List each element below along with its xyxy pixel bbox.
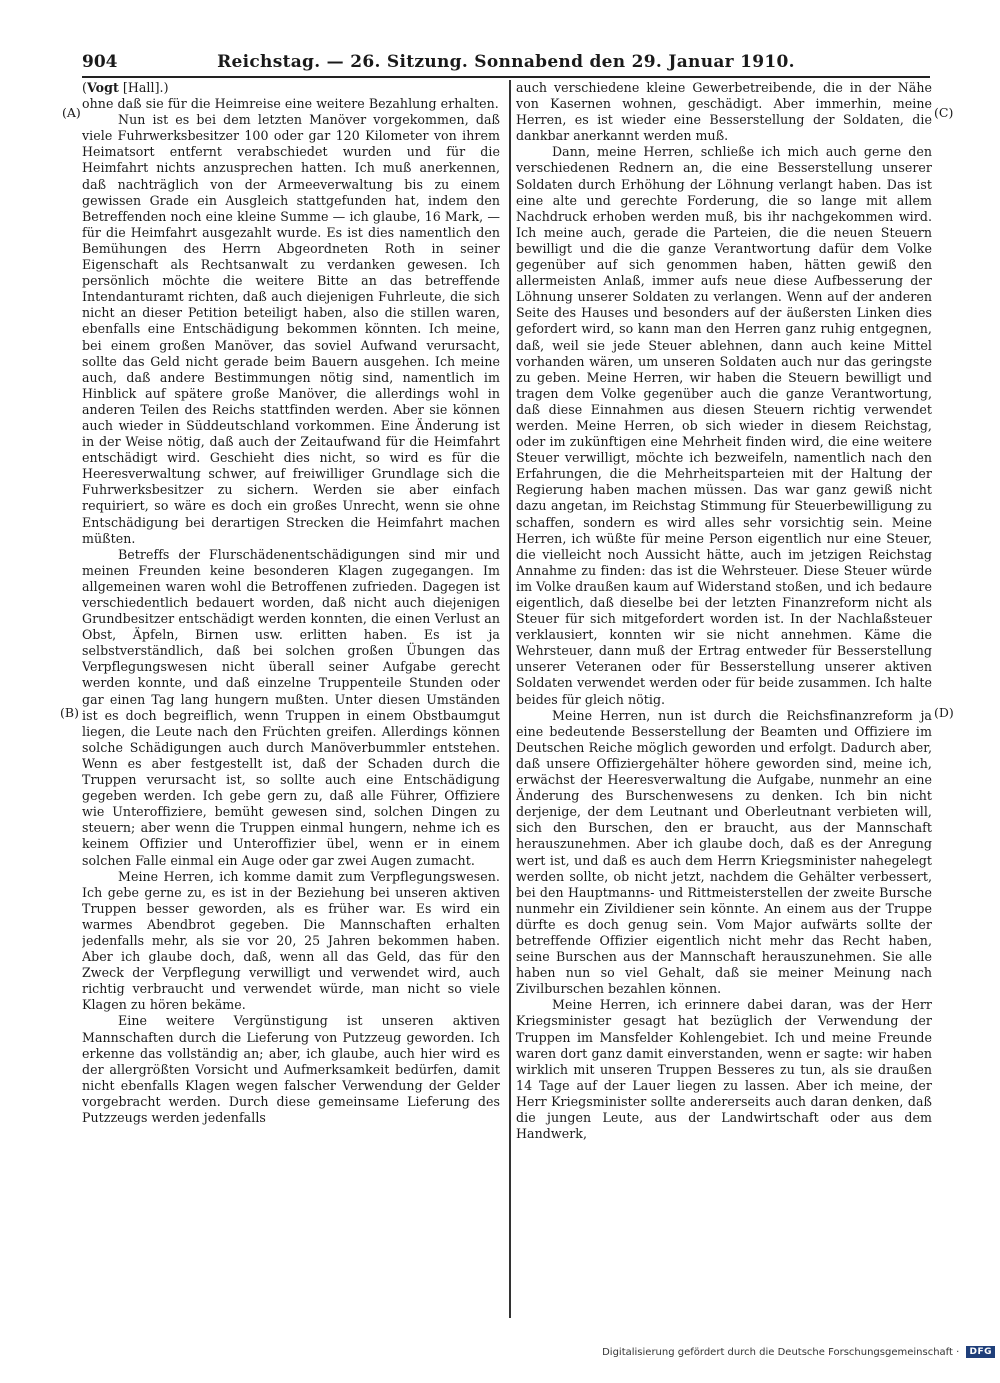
page-header: [82, 52, 930, 76]
paragraph: Eine weitere Vergünstigung ist unseren aktiven Mannschaften durch die Lieferung von Putzzeug geworden. Ich erkenne das vollständig an; aber, ich glaube, auch hier wird es der allergrößten Vorsicht und Aufmerksamkeit bedürfen, damit nicht ebenfalls Klagen wegen falscher Verwendung der Gelder vorgebracht werden. Durch diese gemeinsame Lieferung des Putzzeugs werden jedenfalls: [82, 1013, 500, 1125]
paragraph: ohne daß sie für die Heimreise eine weitere Bezahlung erhalten.: [82, 96, 499, 112]
paragraph: Meine Herren, nun ist durch die Reichsfinanzreform ja eine bedeutende Besserstellung der Beamten und Offiziere im Deutschen Reiche möglich geworden und erfolgt. Dadurch aber, daß unsere Offiziergehälter höhere geworden sind, meine ich, erwächst der Heeresverwaltung die Aufgabe, nunmehr an eine Änderung des Burschenwesens zu denken. Ich bin nicht derjenige, der dem Leutnant und Oberleutnant verbieten will, sich den Burschen, den er braucht, aus der Mannschaft herauszunehmen. Aber ich glaube doch, daß es der Anregung wert ist, und daß es auch dem Herrn Kriegsminister nahegelegt werden sollte, ob nicht jetzt, nachdem die Gehälter verbessert, bei den Hauptmanns- und Rittmeisterstellen der zweite Bursche nunmehr ein Zivildiener sein könnte. An einem aus der Truppe dürfte es doch genug sein. Vom Major aufwärts sollte der betreffende Offizier eigentlich nicht mehr das Recht haben, seine Burschen aus der Mannschaft herauszunehmen. Sie alle haben nun so viel Gehalt, daß sie meiner Meinung nach Zivilburschen bezahlen können.: [516, 707, 932, 997]
paragraph: auch verschiedene kleine Gewerbetreibende, die in der Nähe von Kasernen wohnen, geschädigt. Aber immerhin, meine Herren, es ist wieder eine Besserstellung der Soldaten, die dankbar anerkannt werden muß.: [516, 80, 932, 144]
speaker-place: [Hall].): [118, 80, 169, 95]
paragraph: Betreffs der Flurschädenentschädigungen sind mir und meinen Freunden keine besonderen Klagen zugegangen. Im allgemeinen waren wohl die Betroffenen zufrieden. Dagegen ist verschiedentlich bedauert worden, daß nicht auch diejenigen Grundbesitzer entschädigt werden konnten, die einen Verlust an Obst, Äpfeln, Birnen usw. erlitten haben. Es ist ja selbstverständlich, daß bei solchen großen Übungen das Verpflegungswesen nicht überall seiner Aufgabe gerecht werden konnte, und daß einzelne Truppenteile Stunden oder gar einen Tag lang hungern mußten. Unter diesen Umständen ist es doch begreiflich, wenn Truppen in einem Obstbaumgut liegen, die Leute nach den Früchten greifen. Allerdings können solche Schädigungen auch durch Manöverbummler entstehen. Wenn es aber festgestellt ist, daß der Schaden durch die Truppen verursacht ist, so sollte auch eine Entschädigung gegeben werden. Ich gebe gern zu, daß alle Führer, Offiziere wie Unteroffiziere, bemüht gewesen sind, solchen Dingen zu steuern; aber wenn die Truppen einmal hungern, nehme ich es keinem Offizier und Unteroffizier übel, wenn er in einem solchen Falle einmal ein Auge oder gar zwei Augen zumacht.: [82, 546, 500, 868]
paragraph: Dann, meine Herren, schließe ich mich auch gerne den verschiedenen Rednern an, die eine Besserstellung unserer Soldaten durch Erhöhung der Löhnung verlangt haben. Das ist eine alte und gerechte Forderung, die so lange mit allem Nachdruck erhoben werden muß, bis ihr nachgekommen wird. Ich meine auch, gerade die Parteien, die die neuen Steuern bewilligt und die die ganze Verantwortung dafür dem Volke gegenüber auf sich genommen haben, hätten gewiß den allermeisten Anlaß, immer aufs neue diese Aufbesserung der Löhnung unserer Soldaten zu verlangen. Wenn auf der anderen Seite des Hauses und besonders auf der äußersten Linken dies gefordert wird, so kann man den Herren ganz ruhig entgegnen, daß, weil sie jede Steuer ablehnen, dann auch keine Mittel vorhanden wären, um unseren Soldaten auch nur das geringste zu geben. Meine Herren, wir haben die Steuern bewilligt und tragen dem Volke gegenüber auch die ganze Verantwortung, daß diese Einnahmen aus diesen Steuern richtig verwendet werden. Meine Herren, ob sich wieder in diesem Reichstag, oder im zukünftigen eine Mehrheit finden wird, die eine weitere Steuer verwilligt, möchte ich bezweifeln, namentlich nach den Erfahrungen, die die Mehrheitsparteien mit der Haltung der Regierung haben machen müssen. Das war ganz gewiß nicht dazu angetan, im Reichstag Stimmung für Steuerbewilligung zu schaffen, sondern es wird alles sehr vorsichtig sein. Meine Herren, ich wüßte für meine Person eigentlich nur eine Steuer, die vielleicht noch Aussicht hätte, auch im jetzigen Reichstag Annahme zu finden: das ist die Wehrsteuer. Diese Steuer würde im Volke draußen kaum auf Widerstand stoßen, und ich bedaure eigentlich, daß dieselbe bei der letzten Finanzreform nicht als Steuer für sich mitgefordert worden ist. In der Nachlaßsteuer verklausiert, konnten wir sie nicht annehmen. Käme die Wehrsteuer, dann muß der Ertrag entweder für Besserstellung unserer Veteranen oder für Besserstellung unserer aktiven Soldaten verwendet werden oder für beide zusammen. Ich halte beides für gleich nötig.: [516, 144, 932, 707]
paragraph: Nun ist es bei dem letzten Manöver vorgekommen, daß viele Fuhrwerksbesitzer 100 oder gar 120 Kilometer von ihrem Heimatsort entfernt verabschiedet wurden und für die Heimfahrt nichts anzusprechen hatten. Ich muß anerkennen, daß nachträglich von der Armeeverwaltung bis zu einem gewissen Grade ein Ausgleich stattgefunden hat, indem den Betreffenden noch eine kleine Summe — ich glaube, 16 Mark, — für die Heimfahrt ausgezahlt wurde. Es ist dies namentlich den Bemühungen des Herrn Abgeordneten Roth in seiner Eigenschaft als Rechtsanwalt zu verdanken gewesen. Ich persönlich möchte die weitere Bitte an das betreffende Intendanturamt richten, daß auch diejenigen Fuhrleute, die sich nicht an dieser Petition beteiligt haben, also die stillen waren, ebenfalls eine Entschädigung bekommen könnten. Ich meine, bei einem großen Manöver, das soviel Aufwand verursacht, sollte das Geld nicht gerade beim Bauern ausgehen. Ich meine auch, daß andere Bestimmungen nötig sind, namentlich im Hinblick auf spätere große Manöver, die allerdings wohl in anderen Teilen des Reichs stattfinden werden. Aber sie können auch wieder in Süddeutschland vorkommen. Eine Änderung ist in der Weise nötig, daß auch der Zeitaufwand für die Heimfahrt entschädigt wird. Geschieht dies nicht, so wird es für die Heeresverwaltung schwer, auf freiwilliger Grundlage sich die Fuhrwerksbesitzer zu sichern. Werden sie aber einfach requiriert, so wäre es doch ein großes Unrecht, wenn sie ohne Entschädigung bei derartigen Strecken die Heimfahrt machen müßten.: [82, 112, 500, 546]
margin-letter-a: (A): [62, 105, 81, 120]
speaker-attribution: [82, 80, 500, 96]
digitization-footer: [600, 1346, 995, 1366]
dfg-logo-icon: DFG: [966, 1346, 995, 1358]
header-rule: [82, 76, 930, 78]
footer-text: Digitalisierung gefördert durch die Deutsche Forschungsgemeinschaft ·: [602, 1347, 960, 1358]
page-number: 904: [82, 52, 118, 72]
paragraph: Meine Herren, ich komme damit zum Verpflegungswesen. Ich gebe gerne zu, es ist in der Beziehung bei unseren aktiven Truppen besser geworden, als es früher war. Es wird ein warmes Abendbrot gegeben. Die Mannschaften erhalten jedenfalls mehr, als sie vor 20, 25 Jahren bekommen haben. Aber ich glaube doch, daß, wenn all das Geld, das für den Zweck der Verpflegung verwilligt und verwendet wird, auch richtig verbraucht und verwendet würde, man nicht so viele Klagen zu hören bekäme.: [82, 868, 500, 1013]
column-divider: [509, 80, 511, 1318]
speaker-open-paren: (: [82, 80, 87, 95]
running-title: Reichstag. — 26. Sitzung. Sonnabend den 29. Januar 1910.: [217, 52, 795, 72]
speaker-name: Vogt: [86, 80, 119, 95]
right-column: [516, 80, 932, 1320]
margin-letter-b: (B): [60, 705, 79, 720]
paragraph: Meine Herren, ich erinnere dabei daran, was der Herr Kriegsminister gesagt hat bezüglich der Verwendung der Truppen im Mansfelder Kohlengebiet. Ich und meine Freunde waren dort ganz damit einverstanden, wenn er sagte: wir haben wirklich mit unseren Truppen Besseres zu tun, als sie draußen 14 Tage auf der Lauer liegen zu lassen. Aber ich meine, der Herr Kriegsminister sollte andererseits auch daran denken, daß die jungen Leute, aus der Landwirtschaft oder aus dem Handwerk,: [516, 997, 932, 1142]
left-column: [82, 80, 500, 1320]
margin-letter-d: (D): [934, 705, 954, 720]
margin-letter-c: (C): [934, 105, 954, 120]
